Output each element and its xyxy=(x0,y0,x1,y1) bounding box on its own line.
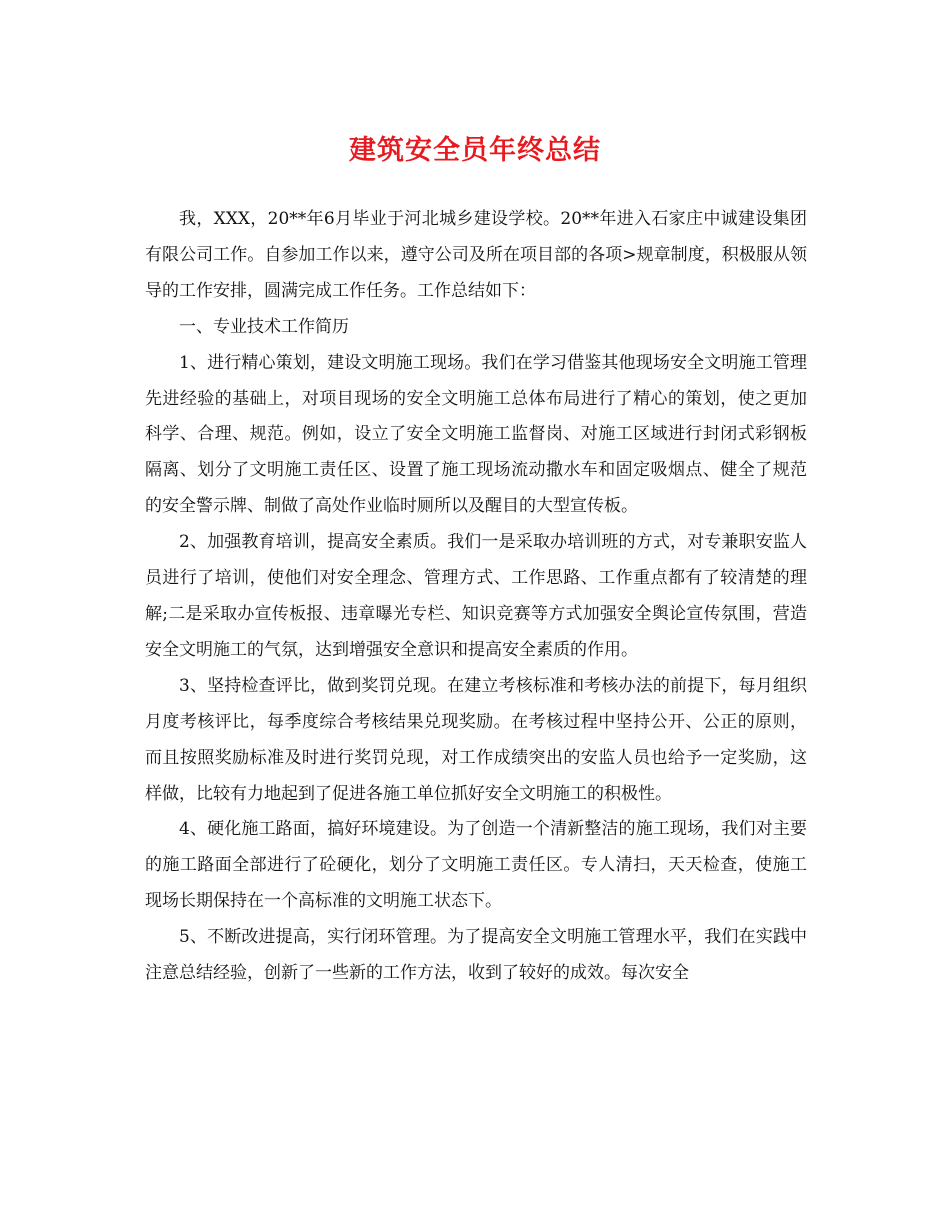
paragraph-item-5: 5、不断改进提高，实行闭环管理。为了提高安全文明施工管理水平，我们在实践中注意总结经验，创新了一些新的工作方法，收到了较好的成效。每次安全 xyxy=(145,927,807,984)
paragraph-item-3: 3、坚持检查评比，做到奖罚兑现。在建立考核标准和考核办法的前提下，每月组织月度考核评比，每季度综合考核结果兑现奖励。在考核过程中坚持公开、公正的原则，而且按照奖励标准及时进行奖罚兑现，对工作成绩突出的安监人员也给予一定奖励，这样做，比较有力地起到了促进各施工单位抓好安全文明施工的积极性。 xyxy=(145,675,807,804)
paragraph-item-2: 2、加强教育培训，提高安全素质。我们一是采取办培训班的方式，对专兼职安监人员进行了培训，使他们对安全理念、管理方式、工作思路、工作重点都有了较清楚的理解;二是采取办宣传板报、违章曝光专栏、知识竞赛等方式加强安全舆论宣传氛围，营造安全文明施工的气氛，达到增强安全意识和提高安全素质的作用。 xyxy=(145,532,807,660)
paragraph-intro: 我，XXX，20**年6月毕业于河北城乡建设学校。20**年进入石家庄中诚建设集团有限公司工作。自参加工作以来，遵守公司及所在项目部的各项>规章制度，积极服从领导的工作安排，圆满完成工作任务。工作总结如下： xyxy=(145,209,807,301)
paragraph-item-4: 4、硬化施工路面，搞好环境建设。为了创造一个清新整洁的施工现场，我们对主要的施工路面全部进行了砼硬化，划分了文明施工责任区。专人清扫，天天检查，使施工现场长期保持在一个高标准的文明施工状态下。 xyxy=(145,819,807,912)
section-heading: 一、专业技术工作简历 xyxy=(179,316,349,337)
document-body xyxy=(145,202,807,992)
paragraph-item-1: 1、进行精心策划，建设文明施工现场。我们在学习借鉴其他现场安全文明施工管理先进经验的基础上，对项目现场的安全文明施工总体布局进行了精心的策划，使之更加科学、合理、规范。例如，设立了安全文明施工监督岗、对施工区域进行封闭式彩钢板隔离、划分了文明施工责任区、设置了施工现场流动撒水车和固定吸烟点、健全了规范的安全警示牌、制做了高处作业临时厕所以及醒目的大型宣传板。 xyxy=(145,352,807,517)
document-title: 建筑安全员年终总结 xyxy=(349,135,601,166)
